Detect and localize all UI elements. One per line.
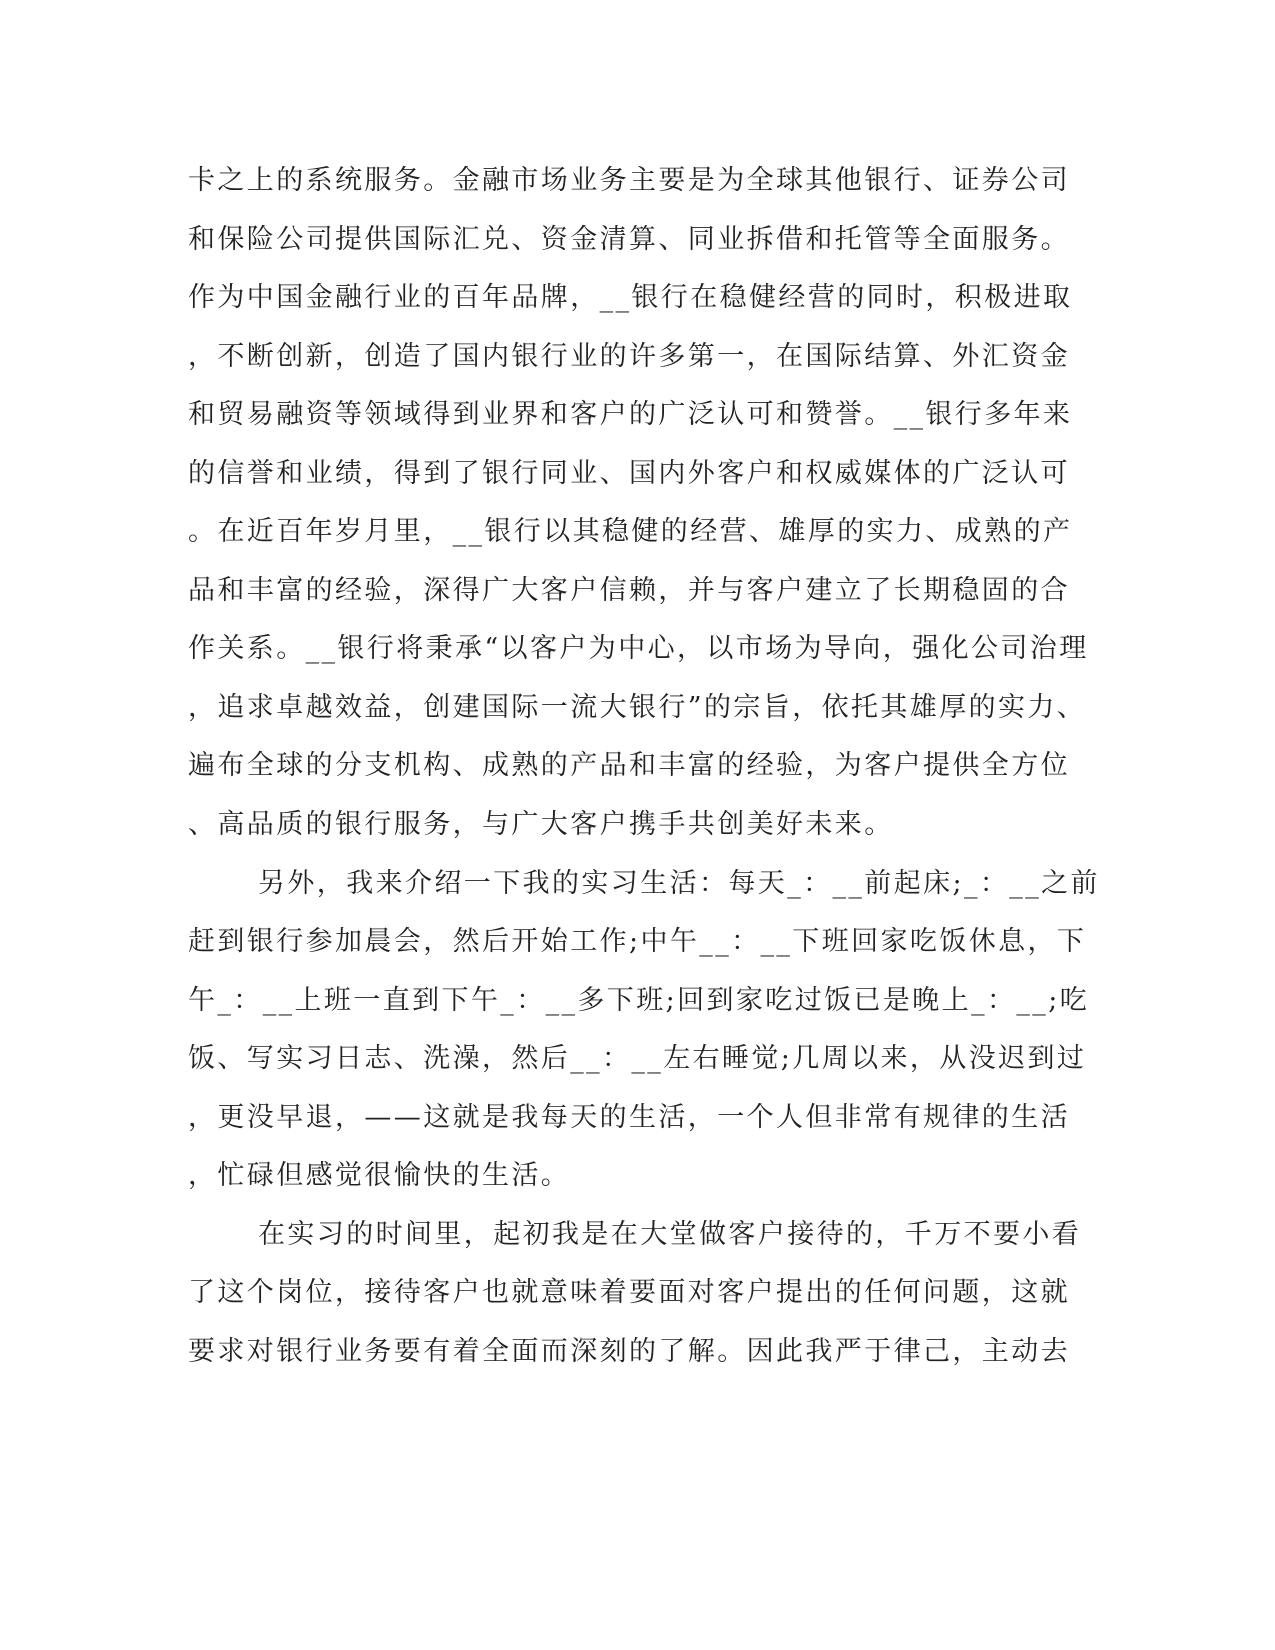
text-line: ，不断创新，创造了国内银行业的许多第一，在国际结算、外汇资金 <box>188 341 1070 372</box>
paragraph-first-line: 另外，我来介绍一下我的实习生活：每天_：__前起床;_：__之前 <box>258 868 1100 899</box>
text-line: ，忙碌但感觉很愉快的生活。 <box>188 1160 571 1191</box>
text-line: 品和丰富的经验，深得广大客户信赖，并与客户建立了长期稳固的合 <box>188 575 1070 606</box>
text-line: 、高品质的银行服务，与广大客户携手共创美好未来。 <box>188 809 894 840</box>
text-line: 午_：__上班一直到下午_：__多下班;回到家吃过饭已是晚上_：__;吃 <box>188 985 1090 1016</box>
text-line: 遍布全球的分支机构、成熟的产品和丰富的经验，为客户提供全方位 <box>188 750 1070 781</box>
text-line: 饭、写实习日志、洗澡，然后__：__左右睡觉;几周以来，从没迟到过 <box>188 1043 1087 1074</box>
text-line: 和贸易融资等领域得到业界和客户的广泛认可和赞誉。__银行多年来 <box>188 399 1073 430</box>
text-line: 了这个岗位，接待客户也就意味着要面对客户提出的任何问题，这就 <box>188 1277 1070 1308</box>
text-line: 作为中国金融行业的百年品牌，__银行在稳健经营的同时，积极进取 <box>188 282 1073 313</box>
text-line: 的信誉和业绩，得到了银行同业、国内外客户和权威媒体的广泛认可 <box>188 458 1070 489</box>
text-line: ，更没早退，——这就是我每天的生活，一个人但非常有规律的生活 <box>188 1102 1070 1133</box>
text-line: 卡之上的系统服务。金融市场业务主要是为全球其他银行、证券公司 <box>188 165 1070 196</box>
paragraph-first-line: 在实习的时间里，起初我是在大堂做客户接待的，千万不要小看 <box>258 1219 1082 1250</box>
text-line: 赶到银行参加晨会，然后开始工作;中午__：__下班回家吃饭休息，下 <box>188 926 1087 957</box>
text-line: 要求对银行业务要有着全面而深刻的了解。因此我严于律己，主动去 <box>188 1336 1070 1367</box>
text-line: 。在近百年岁月里，__银行以其稳健的经营、雄厚的实力、成熟的产 <box>188 516 1073 547</box>
text-line: ，追求卓越效益，创建国际一流大银行”的宗旨，依托其雄厚的实力、 <box>188 692 1087 723</box>
text-line: 和保险公司提供国际汇兑、资金清算、同业拆借和托管等全面服务。 <box>188 224 1070 255</box>
text-line: 作关系。__银行将秉承“以客户为中心，以市场为导向，强化公司治理 <box>188 633 1089 664</box>
